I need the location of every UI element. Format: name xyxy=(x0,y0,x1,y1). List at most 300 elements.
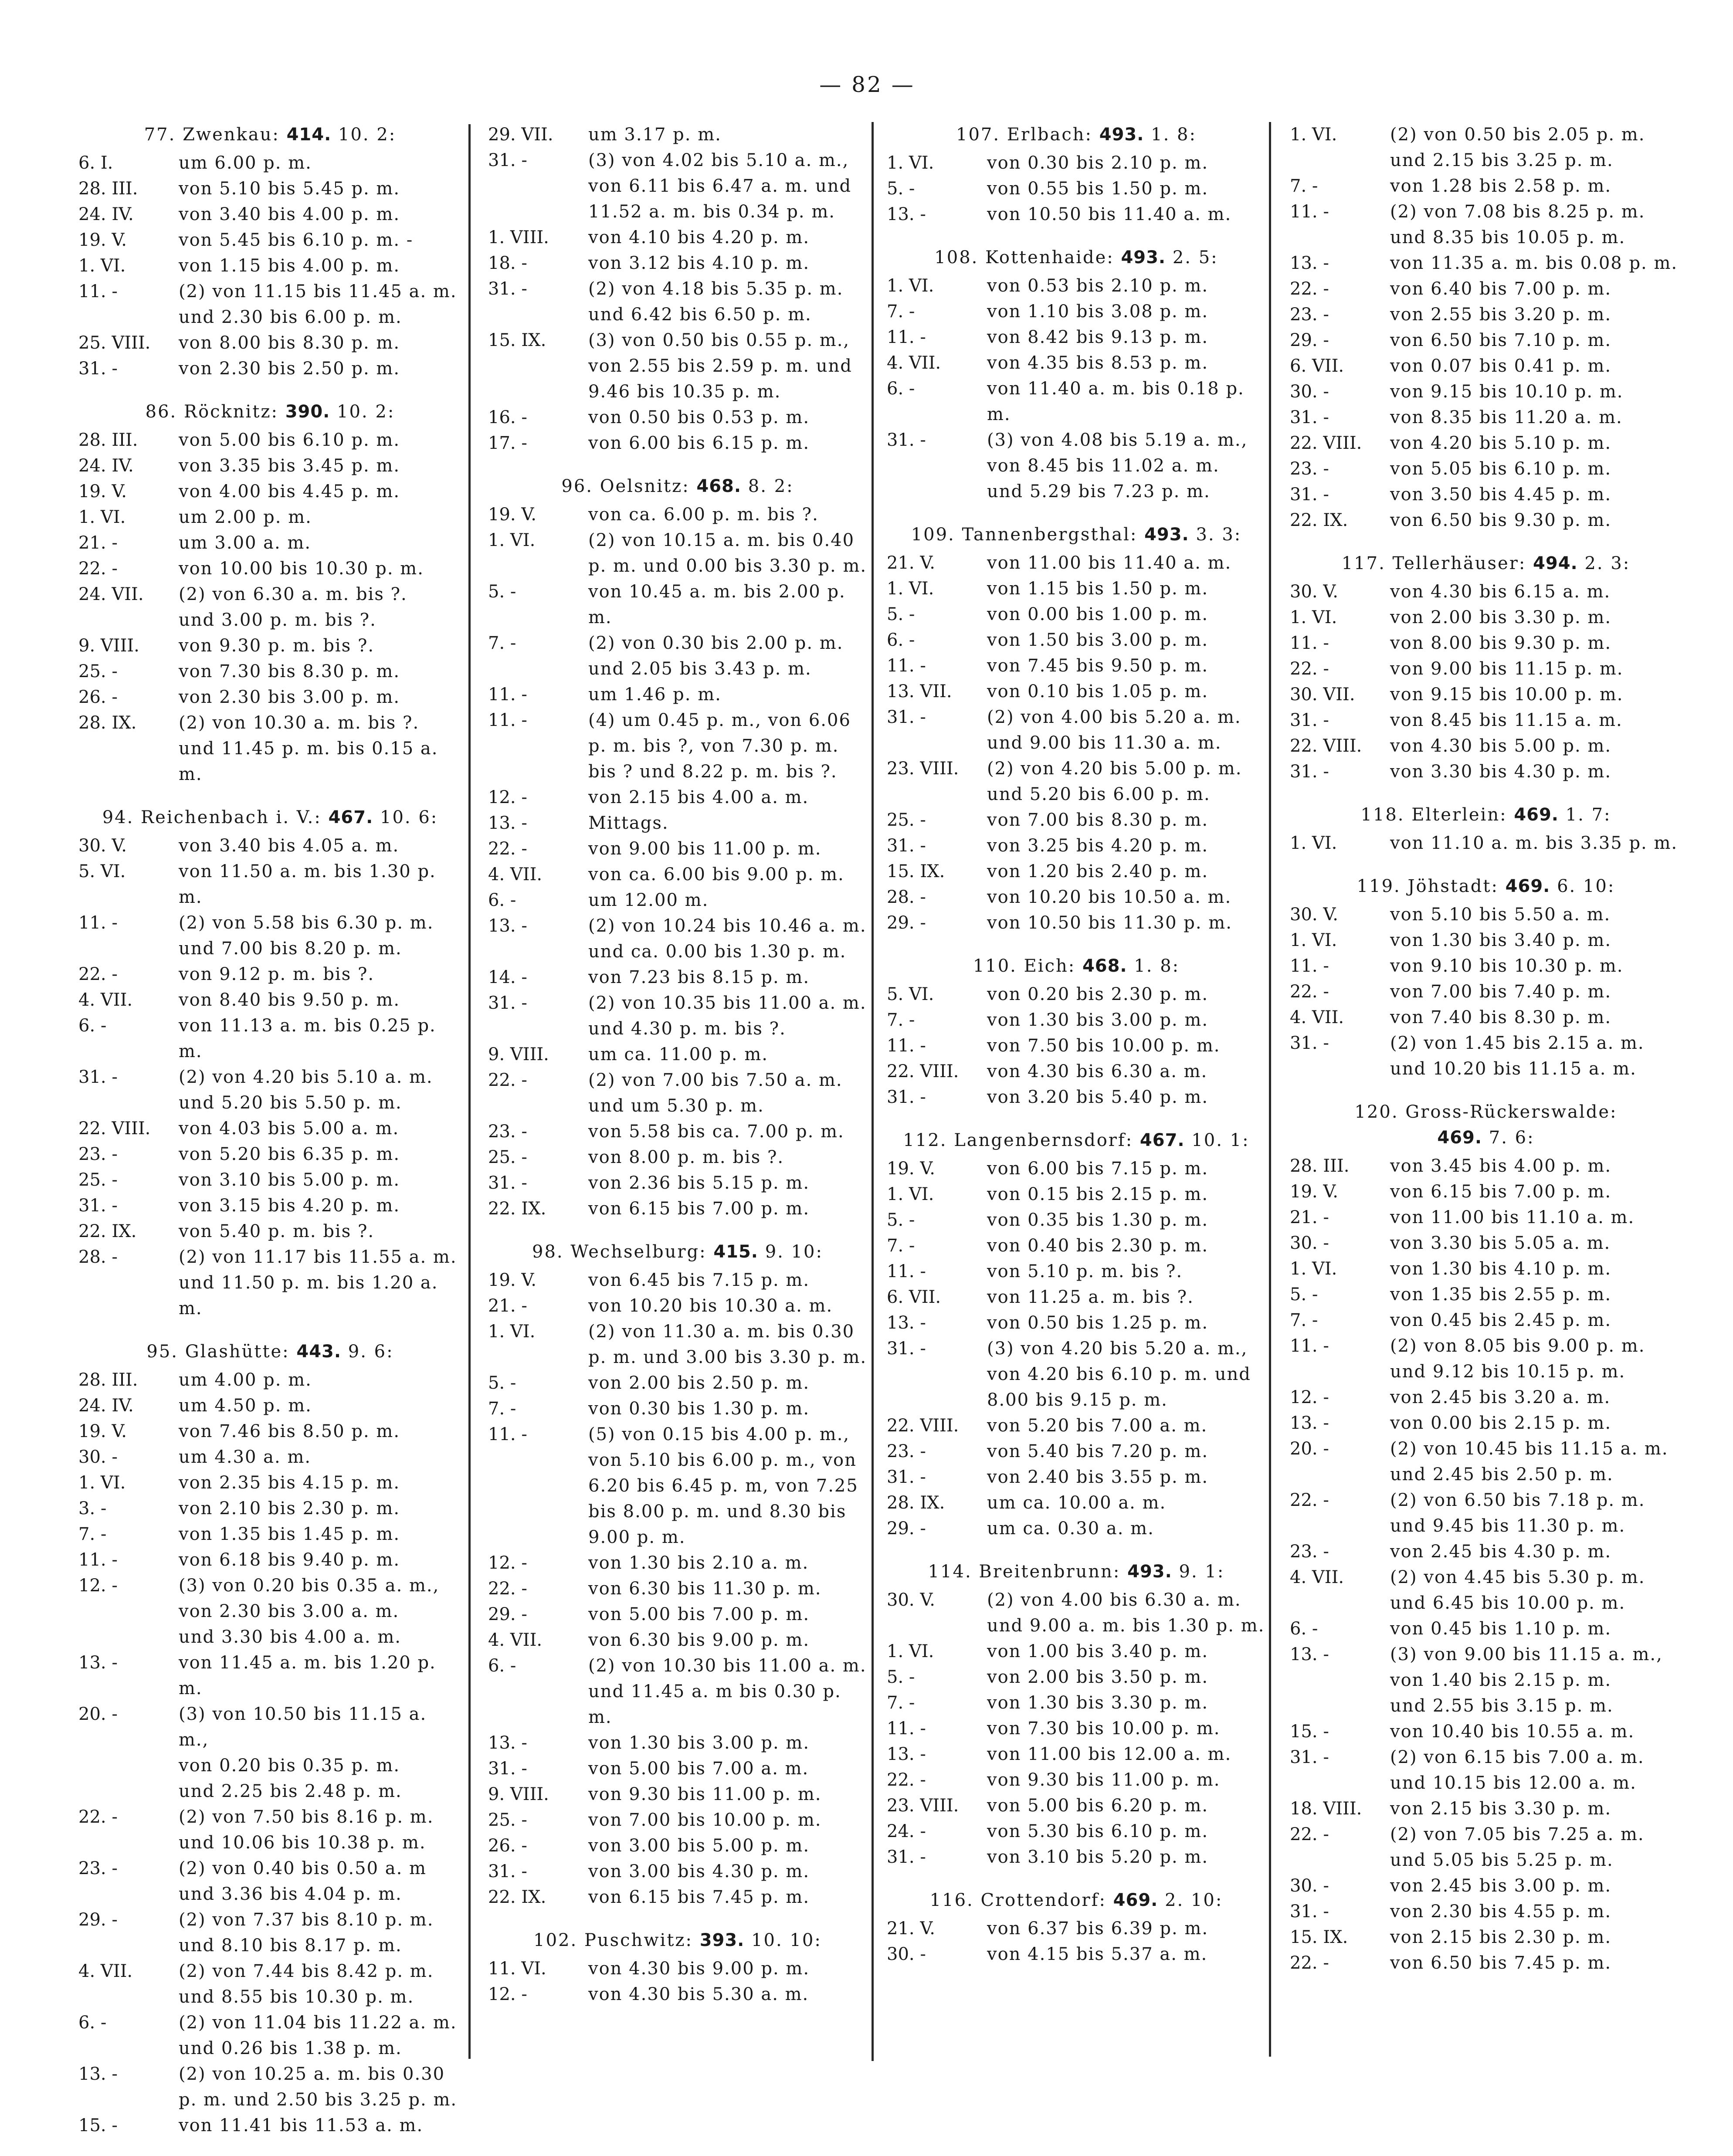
record-line xyxy=(488,431,867,456)
record-text: von 0.00 bis 1.00 p. m. xyxy=(987,604,1209,624)
station-entry xyxy=(488,1928,867,2007)
record-date: 25. - xyxy=(488,1810,527,1830)
station-code: 467. xyxy=(1140,1130,1185,1150)
record-date: 5. VI. xyxy=(78,861,126,881)
record-date: 31. - xyxy=(1290,762,1329,782)
record-text: von 9.00 bis 11.15 p. m. xyxy=(1390,659,1624,679)
record-text: (2) von 8.05 bis 9.00 p. m. xyxy=(1390,1336,1645,1356)
record-line xyxy=(887,1336,1266,1362)
record-date: 30. - xyxy=(1290,1876,1329,1896)
record-text: (3) von 4.20 bis 5.20 a. m., xyxy=(987,1339,1248,1359)
record-line xyxy=(78,1367,462,1393)
record-text: von 6.15 bis 7.00 p. m. xyxy=(588,1199,810,1219)
record-continuation: und 6.45 bis 10.00 p. m. xyxy=(1390,1593,1626,1613)
record-text: von 1.15 bis 4.00 p. m. xyxy=(179,256,400,276)
record-text: von 6.37 bis 6.39 p. m. xyxy=(987,1919,1209,1939)
record-continuation: und 10.20 bis 11.15 a. m. xyxy=(1390,1059,1637,1079)
record-date: 19. V. xyxy=(78,1421,127,1441)
record-date: 1. VI. xyxy=(887,579,934,599)
record-line xyxy=(1290,1642,1682,1668)
station-entry xyxy=(1290,874,1682,1082)
record-date: 31. - xyxy=(887,1339,926,1359)
record-line xyxy=(78,1064,462,1090)
record-text: von 6.00 bis 7.15 p. m. xyxy=(987,1159,1209,1179)
record-line xyxy=(887,627,1266,653)
record-line xyxy=(78,1856,462,1881)
record-text: von 2.30 bis 2.50 p. m. xyxy=(179,359,400,379)
record-text: von 4.15 bis 5.37 a. m. xyxy=(987,1944,1208,1964)
record-line xyxy=(887,982,1266,1007)
record-line xyxy=(78,1142,462,1167)
record-date: 5. - xyxy=(887,1210,915,1230)
record-date: 23. - xyxy=(78,1144,118,1164)
record-date: 23. - xyxy=(488,1122,527,1142)
record-date: 19. V. xyxy=(488,505,536,525)
record-line xyxy=(488,708,867,733)
record-continuation: und 8.10 bis 8.17 p. m. xyxy=(179,1936,402,1956)
station-entry xyxy=(887,1559,1266,1870)
record-text: (2) von 7.00 bis 7.50 a. m. xyxy=(588,1070,843,1090)
station-name: 110. Eich: xyxy=(973,956,1082,976)
station-heading xyxy=(887,1888,1266,1913)
record-date: 5. - xyxy=(887,1667,915,1687)
record-continuation: und 9.12 bis 10.15 p. m. xyxy=(1390,1362,1626,1382)
record-date: 13. VII. xyxy=(887,681,952,702)
record-date: 31. - xyxy=(887,430,926,450)
record-date: 12. - xyxy=(488,1553,527,1573)
station-name: 117. Tellerhäuser: xyxy=(1341,553,1533,573)
record-date: 31. - xyxy=(887,1087,926,1107)
station-entry xyxy=(887,522,1266,936)
record-date: 30. - xyxy=(78,1447,118,1467)
record-date: 1. VI. xyxy=(887,153,934,173)
record-text: (2) von 10.35 bis 11.00 a. m. xyxy=(588,993,867,1013)
record-text: von 7.00 bis 8.30 p. m. xyxy=(987,810,1209,830)
record-text: von 0.20 bis 2.30 p. m. xyxy=(987,984,1209,1004)
record-text: von 0.30 bis 1.30 p. m. xyxy=(588,1399,810,1419)
record-line xyxy=(488,1268,867,1293)
record-date: 11. - xyxy=(78,1550,118,1570)
record-date: 6. - xyxy=(887,630,915,650)
record-text: (3) von 0.50 bis 0.55 p. m., xyxy=(588,330,850,350)
record-date: 12. - xyxy=(488,1984,527,2004)
record-date: 1. VI. xyxy=(1290,125,1337,145)
record-line xyxy=(1290,656,1682,682)
station-entry xyxy=(488,474,867,1222)
record-line xyxy=(887,1059,1266,1085)
record-date: 31. - xyxy=(78,359,118,379)
record-line xyxy=(887,1156,1266,1182)
record-continuation: und 2.15 bis 3.25 p. m. xyxy=(1390,150,1614,170)
record-line xyxy=(887,1033,1266,1059)
record-continuation: und 10.15 bis 12.00 a. m. xyxy=(1390,1773,1637,1793)
record-line xyxy=(78,453,462,479)
record-line xyxy=(488,1653,867,1679)
record-text: von 7.45 bis 9.50 p. m. xyxy=(987,656,1209,676)
record-line xyxy=(488,682,867,708)
record-continuation: und 11.50 p. m. bis 1.20 a. m. xyxy=(179,1273,445,1319)
record-date: 13. - xyxy=(1290,253,1329,273)
station-position: 7. 6: xyxy=(1482,1128,1535,1148)
record-text: (3) von 4.08 bis 5.19 a. m., xyxy=(987,430,1248,450)
record-text: von 7.30 bis 10.00 p. m. xyxy=(987,1719,1221,1739)
record-text: (2) von 4.00 bis 6.30 a. m. xyxy=(987,1590,1241,1610)
record-date: 31. - xyxy=(1290,710,1329,730)
record-text: von 0.30 bis 2.10 p. m. xyxy=(987,153,1209,173)
record-date: 31. - xyxy=(78,1067,118,1087)
station-entry xyxy=(78,1339,462,2139)
record-line xyxy=(488,1119,867,1145)
record-line xyxy=(1290,1179,1682,1205)
record-line xyxy=(887,1942,1266,1967)
record-text: (2) von 7.44 bis 8.42 p. m. xyxy=(179,1961,434,1981)
record-line xyxy=(488,1370,867,1396)
record-line xyxy=(887,1516,1266,1542)
record-date: 22. - xyxy=(78,1807,118,1827)
record-line xyxy=(488,965,867,990)
record-text: von 1.50 bis 3.00 p. m. xyxy=(987,630,1209,650)
record-date: 24. IV. xyxy=(78,456,134,476)
record-line xyxy=(488,1196,867,1222)
record-text: von 2.15 bis 2.30 p. m. xyxy=(1390,1927,1612,1947)
record-text: (3) von 9.00 bis 11.15 a. m., xyxy=(1390,1644,1663,1664)
record-line xyxy=(1290,1031,1682,1056)
station-code: 443. xyxy=(296,1342,342,1362)
record-date: 1. VI. xyxy=(887,276,934,296)
record-text: von 4.35 bis 8.53 p. m. xyxy=(987,353,1209,373)
record-line xyxy=(488,836,867,862)
record-date: 6. VII. xyxy=(887,1287,941,1307)
record-text: von 8.35 bis 11.20 a. m. xyxy=(1390,407,1623,427)
record-date: 13. - xyxy=(488,813,527,833)
record-line xyxy=(78,1219,462,1244)
record-text: von 3.25 bis 4.20 p. m. xyxy=(987,836,1209,856)
record-text: (2) von 10.30 bis 11.00 a. m. xyxy=(588,1656,867,1676)
station-position: 9. 1: xyxy=(1172,1562,1225,1582)
record-date: 20. - xyxy=(78,1704,118,1724)
record-text: um 12.00 m. xyxy=(588,890,709,910)
record-continuation: und 5.20 bis 6.00 p. m. xyxy=(987,784,1211,804)
record-date: 25. - xyxy=(887,810,926,830)
record-line xyxy=(1290,579,1682,605)
record-text: von 10.50 bis 11.40 a. m. xyxy=(987,204,1232,224)
record-line xyxy=(887,602,1266,627)
record-continuation: 9.00 p. m. xyxy=(588,1527,686,1547)
record-date: 31. - xyxy=(887,1847,926,1867)
record-line xyxy=(887,1207,1266,1233)
record-line xyxy=(78,710,462,736)
record-line xyxy=(78,1167,462,1193)
record-text: von 0.55 bis 1.50 p. m. xyxy=(987,179,1209,199)
record-text: von 8.00 bis 9.30 p. m. xyxy=(1390,633,1612,653)
record-continuation: von 2.30 bis 3.00 a. m. xyxy=(179,1601,400,1621)
record-continuation: und 3.00 p. m. bis ?. xyxy=(179,610,376,630)
record-text: (2) von 11.04 bis 11.22 a. m. xyxy=(179,2013,457,2033)
record-text: (2) von 6.50 bis 7.18 p. m. xyxy=(1390,1490,1645,1510)
record-line xyxy=(1290,1005,1682,1031)
record-line xyxy=(488,1782,867,1807)
record-line xyxy=(887,376,1266,427)
station-name: 120. Gross-Rückerswalde: xyxy=(1354,1102,1618,1122)
record-line xyxy=(887,1793,1266,1819)
record-text: (4) um 0.45 p. m., von 6.06 xyxy=(588,710,851,730)
record-line xyxy=(78,1470,462,1496)
record-date: 11. VI. xyxy=(488,1959,546,1979)
record-line xyxy=(887,705,1266,730)
record-date: 16. - xyxy=(488,407,527,427)
station-name: 107. Erlbach: xyxy=(956,125,1099,145)
station-heading xyxy=(488,1928,867,1953)
record-line xyxy=(488,1756,867,1782)
record-line xyxy=(78,556,462,582)
record-line xyxy=(887,550,1266,576)
record-line xyxy=(887,1690,1266,1716)
record-line xyxy=(1290,1899,1682,1925)
record-date: 31. - xyxy=(1290,1747,1329,1767)
record-date: 12. - xyxy=(1290,1387,1329,1407)
station-position: 1. 8: xyxy=(1127,956,1180,976)
record-text: Mittags. xyxy=(588,813,669,833)
record-date: 11. - xyxy=(887,656,926,676)
record-line xyxy=(78,2113,462,2139)
station-code: 469. xyxy=(1113,1890,1158,1910)
record-line xyxy=(488,1982,867,2007)
record-line xyxy=(488,1602,867,1627)
station-name: 95. Glashütte: xyxy=(146,1342,297,1362)
record-line xyxy=(488,405,867,431)
record-line xyxy=(1290,708,1682,733)
record-continuation: bis 8.00 p. m. und 8.30 bis xyxy=(588,1502,847,1522)
record-text: von 11.40 a. m. bis 0.18 p. m. xyxy=(987,379,1251,424)
record-date: 31. - xyxy=(887,707,926,727)
record-text: von 6.15 bis 7.00 p. m. xyxy=(1390,1182,1612,1202)
record-text: von 8.42 bis 9.13 p. m. xyxy=(987,327,1209,347)
record-date: 24. - xyxy=(887,1821,926,1841)
record-date: 17. - xyxy=(488,433,527,453)
record-date: 30. VII. xyxy=(1290,685,1355,705)
record-date: 21. - xyxy=(78,533,118,553)
record-line xyxy=(488,1068,867,1093)
record-date: 18. - xyxy=(488,253,527,273)
record-date: 7. - xyxy=(887,1693,915,1713)
record-text: von 5.40 bis 7.20 p. m. xyxy=(987,1441,1209,1461)
record-text: von 4.03 bis 5.00 a. m. xyxy=(179,1119,400,1139)
record-date: 22. - xyxy=(488,1070,527,1090)
record-continuation: und 11.45 a. m bis 0.30 p. m. xyxy=(588,1681,848,1727)
record-line xyxy=(78,1444,462,1470)
record-date: 24. IV. xyxy=(78,1396,134,1416)
record-line xyxy=(78,1547,462,1573)
record-date: 19. V. xyxy=(78,230,127,250)
station-name: 77. Zwenkau: xyxy=(144,125,287,145)
record-line xyxy=(1290,122,1682,148)
record-line xyxy=(78,150,462,176)
station-position: 2. 10: xyxy=(1158,1890,1223,1910)
record-line xyxy=(78,1496,462,1522)
record-line xyxy=(1290,1436,1682,1462)
record-line xyxy=(488,1859,867,1885)
record-text: von 5.20 bis 7.00 a. m. xyxy=(987,1416,1208,1436)
record-line xyxy=(488,785,867,810)
record-line xyxy=(1290,1153,1682,1179)
record-text: von 4.00 bis 4.45 p. m. xyxy=(179,481,400,502)
station-code: 493. xyxy=(1127,1562,1172,1582)
record-date: 22. IX. xyxy=(1290,510,1348,530)
record-text: (3) von 0.20 bis 0.35 a. m., xyxy=(179,1576,440,1596)
record-continuation: und 6.42 bis 6.50 p. m. xyxy=(588,305,812,325)
station-heading xyxy=(1290,551,1682,576)
station-position: 9. 10: xyxy=(758,1242,823,1262)
record-date: 1. VI. xyxy=(78,507,126,527)
station-position: 10. 6: xyxy=(373,807,438,827)
record-text: von 5.10 bis 5.50 a. m. xyxy=(1390,905,1611,925)
record-line xyxy=(78,279,462,305)
record-date: 4. VII. xyxy=(488,1630,543,1650)
record-date: 11. - xyxy=(887,1261,926,1281)
record-date: 23. - xyxy=(1290,459,1329,479)
record-text: von 2.30 bis 4.55 p. m. xyxy=(1390,1902,1612,1922)
record-text: von 11.25 a. m. bis ?. xyxy=(987,1287,1194,1307)
record-date: 15. - xyxy=(78,2115,118,2136)
record-date: 22. - xyxy=(1290,659,1329,679)
record-text: von 5.40 p. m. bis ?. xyxy=(179,1221,375,1241)
record-line xyxy=(78,253,462,279)
station-heading xyxy=(887,1559,1266,1585)
record-date: 11. - xyxy=(488,710,527,730)
record-line xyxy=(1290,1488,1682,1513)
record-date: 28. III. xyxy=(1290,1156,1350,1176)
station-heading xyxy=(78,399,462,425)
record-text: von 11.00 bis 12.00 a. m. xyxy=(987,1744,1232,1764)
record-text: von 0.40 bis 2.30 p. m. xyxy=(987,1236,1209,1256)
record-text: (2) von 0.50 bis 2.05 p. m. xyxy=(1390,125,1645,145)
record-text: von 3.30 bis 4.30 p. m. xyxy=(1390,762,1612,782)
record-date: 15. - xyxy=(1290,1722,1329,1742)
record-line xyxy=(78,1650,462,1702)
record-date: 29. - xyxy=(1290,330,1329,350)
record-continuation: von 0.20 bis 0.35 p. m. xyxy=(179,1756,400,1776)
record-date: 18. VIII. xyxy=(1290,1799,1362,1819)
record-date: 19. V. xyxy=(488,1270,536,1290)
column-rule-1 xyxy=(468,124,471,2059)
record-line xyxy=(488,1422,867,1448)
record-line xyxy=(78,202,462,227)
record-date: 4. VII. xyxy=(1290,1007,1344,1027)
record-line xyxy=(78,176,462,202)
record-line xyxy=(887,576,1266,602)
record-text: von 0.50 bis 0.53 p. m. xyxy=(588,407,810,427)
record-text: von 10.50 bis 11.30 p. m. xyxy=(987,913,1232,933)
record-line xyxy=(887,1742,1266,1767)
record-line xyxy=(1290,173,1682,199)
record-text: von 6.00 bis 6.15 p. m. xyxy=(588,433,810,453)
record-text: um ca. 10.00 a. m. xyxy=(987,1493,1167,1513)
record-line xyxy=(78,1193,462,1219)
record-line xyxy=(887,756,1266,782)
record-date: 30. - xyxy=(1290,382,1329,402)
record-date: 28. III. xyxy=(78,179,138,199)
station-position: 2. 3: xyxy=(1577,553,1631,573)
record-text: von 4.10 bis 4.20 p. m. xyxy=(588,227,810,247)
record-line xyxy=(78,1522,462,1547)
record-line xyxy=(488,502,867,528)
record-text: von 2.15 bis 3.30 p. m. xyxy=(1390,1799,1612,1819)
record-line xyxy=(1290,1616,1682,1642)
record-line xyxy=(78,633,462,659)
record-text: von 2.00 bis 3.50 p. m. xyxy=(987,1667,1209,1687)
record-text: von 7.00 bis 10.00 p. m. xyxy=(588,1810,822,1830)
record-line xyxy=(488,276,867,302)
record-text: von 11.13 a. m. bis 0.25 p. m. xyxy=(179,1016,443,1061)
record-line xyxy=(887,679,1266,705)
record-line xyxy=(78,659,462,685)
record-date: 6. - xyxy=(488,1656,516,1676)
record-line xyxy=(887,325,1266,350)
record-continuation: 6.20 bis 6.45 p. m, von 7.25 xyxy=(588,1476,858,1496)
record-text: von 11.35 a. m. bis 0.08 p. m. xyxy=(1390,253,1678,273)
record-line xyxy=(1290,1410,1682,1436)
record-line xyxy=(887,1259,1266,1285)
station-heading xyxy=(887,953,1266,979)
record-line xyxy=(488,251,867,276)
record-continuation: p. m. und 2.50 bis 3.25 p. m. xyxy=(179,2090,458,2110)
record-text: (3) von 10.50 bis 11.15 a. m., xyxy=(179,1704,433,1750)
record-date: 22. VIII. xyxy=(1290,433,1362,453)
record-date: 13. - xyxy=(887,1313,926,1333)
record-line xyxy=(1290,759,1682,785)
record-text: von 9.12 p. m. bis ?. xyxy=(179,964,375,984)
record-line xyxy=(78,1907,462,1933)
station-position: 6. 10: xyxy=(1550,876,1615,896)
station-entry xyxy=(887,1888,1266,1967)
station-code: 493. xyxy=(1144,525,1189,545)
record-line xyxy=(488,1319,867,1345)
record-text: von 1.30 bis 3.40 p. m. xyxy=(1390,930,1612,950)
record-text: (2) von 4.45 bis 5.30 p. m. xyxy=(1390,1567,1645,1587)
record-continuation: und 2.30 bis 6.00 p. m. xyxy=(179,307,402,327)
station-name: 109. Tannenbergsthal: xyxy=(911,525,1145,545)
record-text: von 5.20 bis 6.35 p. m. xyxy=(179,1144,400,1164)
record-text: von 4.20 bis 5.10 p. m. xyxy=(1390,433,1612,453)
station-heading xyxy=(78,122,462,148)
record-text: (2) von 4.20 bis 5.10 a. m. xyxy=(179,1067,433,1087)
record-line xyxy=(1290,405,1682,431)
record-text: von 0.10 bis 1.05 p. m. xyxy=(987,681,1209,702)
record-continuation: und 8.55 bis 10.30 p. m. xyxy=(179,1987,414,2007)
record-line xyxy=(488,1550,867,1576)
station-entry xyxy=(887,245,1266,505)
record-text: (2) von 10.25 a. m. bis 0.30 xyxy=(179,2064,445,2084)
record-continuation: 9.46 bis 10.35 p. m. xyxy=(588,382,781,402)
record-text: um 4.30 a. m. xyxy=(179,1447,312,1467)
record-line xyxy=(887,1085,1266,1110)
record-text: von 11.50 a. m. bis 1.30 p. m. xyxy=(179,861,443,907)
record-line xyxy=(1290,1822,1682,1848)
record-continuation: und 2.05 bis 3.43 p. m. xyxy=(588,659,812,679)
record-date: 13. - xyxy=(488,1733,527,1753)
station-entry xyxy=(1290,551,1682,785)
record-text: (2) von 11.17 bis 11.55 a. m. xyxy=(179,1247,457,1267)
record-date: 23. - xyxy=(1290,305,1329,325)
record-continuation: von 5.10 bis 6.00 p. m., von xyxy=(588,1450,857,1470)
record-text: von 10.20 bis 10.50 a. m. xyxy=(987,887,1232,907)
record-text: von 9.00 bis 11.00 p. m. xyxy=(588,839,822,859)
station-code: 494. xyxy=(1533,553,1578,573)
record-line xyxy=(78,1959,462,1984)
record-date: 24. VII. xyxy=(78,584,144,604)
record-date: 23. - xyxy=(1290,1542,1329,1562)
record-date: 15. IX. xyxy=(488,330,546,350)
